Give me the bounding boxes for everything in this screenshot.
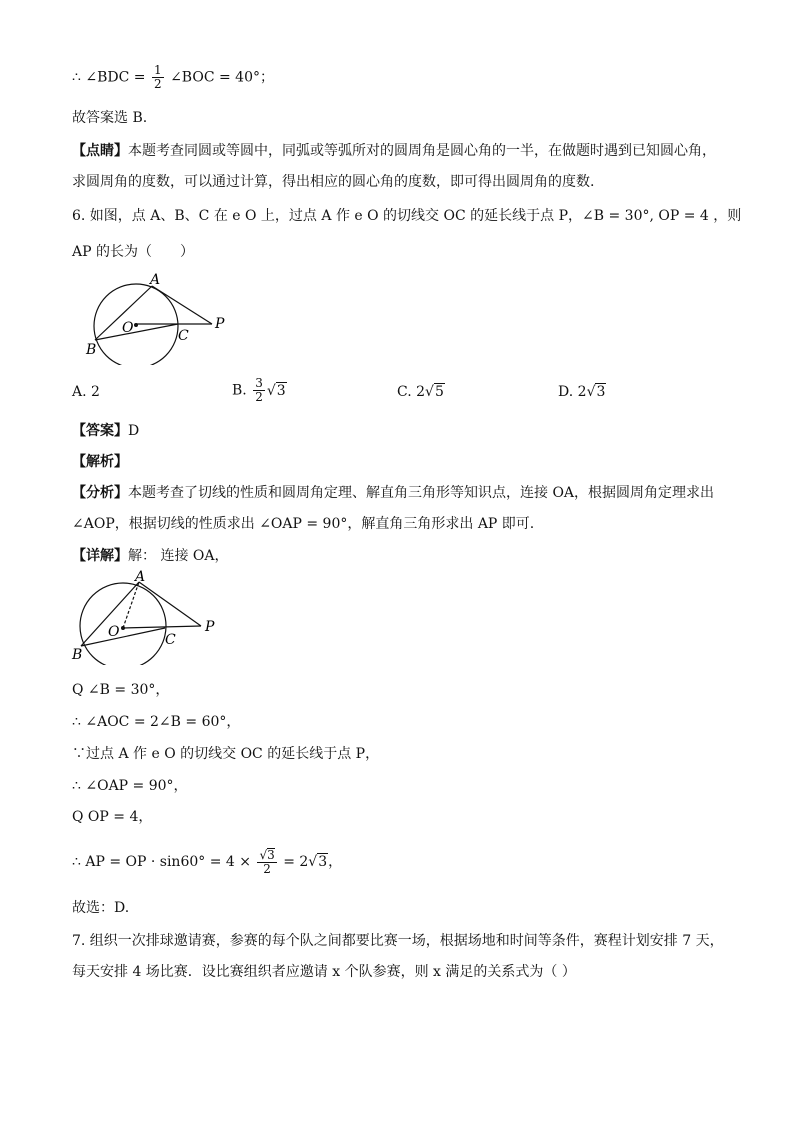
fraction-denominator: 2 xyxy=(263,862,271,876)
choose-line: 故选：D. xyxy=(72,900,130,916)
formula-part: ∴ AP = OP · sin60° = 4 × xyxy=(72,854,251,870)
sqrt-symbol: √3 xyxy=(586,384,606,400)
coefficient: 2 xyxy=(416,384,426,400)
step-5: Q OP = 4， xyxy=(72,809,153,825)
option-b-fraction xyxy=(253,377,265,404)
sqrt-symbol: √3 xyxy=(308,854,328,870)
fraction-denominator: 2 xyxy=(255,390,263,404)
formula-part: ∠BDC = xyxy=(85,69,146,86)
comment-tag: 【点睛】 xyxy=(72,143,128,159)
label-o: O xyxy=(122,320,134,336)
option-d-label: D. xyxy=(558,384,574,400)
final-formula xyxy=(72,848,342,876)
fraction-numerator: 1 xyxy=(153,63,162,77)
answer-line xyxy=(72,421,139,441)
comment-line-2: 求圆周角的度数，可以通过计算，得出相应的圆心角的度数，即可得出圆周角的度数. xyxy=(72,174,595,190)
sqrt-symbol: √3 xyxy=(266,382,286,399)
segment-bc xyxy=(81,628,165,646)
formula-part: = 2 xyxy=(283,854,309,870)
tangent-ap xyxy=(139,582,201,626)
radicand: 3 xyxy=(318,854,328,870)
question-6-line-1: 6. 如图，点 A、B、C 在 e O 上，过点 A 作 e O 的切线交 OC 的延长线于点 P，∠B = 30°, OP = 4 ，则 xyxy=(72,208,742,224)
radicand: 3 xyxy=(596,384,606,400)
detail-tag: 【详解】 xyxy=(72,548,128,564)
comment-line-1 xyxy=(72,141,716,161)
formula-part: ∠BOC = 40°； xyxy=(170,69,274,86)
center-point xyxy=(134,323,138,327)
answer-tag: 【答案】 xyxy=(72,423,128,439)
segment-oa-dashed xyxy=(123,582,139,628)
comment-text: 本题考查同圆或等圆中，同弧或等弧所对的圆周角是圆心角的一半，在做题时遇到已知圆心角， xyxy=(128,143,716,159)
coefficient: 2 xyxy=(577,384,587,400)
question-7-line-2: 每天安排 4 场比赛．设比赛组织者应邀请 x 个队参赛，则 x 满足的关系式为（ ） xyxy=(72,964,576,980)
fraction-sqrt3-over-2 xyxy=(257,848,276,876)
detail-text: 解： 连接 OA， xyxy=(128,548,229,564)
label-o: O xyxy=(108,624,120,640)
option-d xyxy=(558,384,606,400)
label-a: A xyxy=(135,570,146,585)
fenxi-tag: 【分析】 xyxy=(72,485,128,501)
formula-bdc xyxy=(72,64,274,91)
fraction-numerator: 3 xyxy=(255,376,263,390)
analysis-tag: 【解析】 xyxy=(72,454,128,470)
geometry-figure-2 xyxy=(68,570,228,665)
label-p: P xyxy=(215,316,225,332)
center-point xyxy=(121,626,125,630)
label-c: C xyxy=(165,632,176,648)
step-4: ∴ ∠OAP = 90°， xyxy=(72,778,188,794)
radicand: 5 xyxy=(434,384,444,400)
question-6-line-2: AP 的长为（ ） xyxy=(72,244,194,260)
option-b xyxy=(232,377,287,404)
fraction-half xyxy=(152,64,164,91)
option-c-label: C. xyxy=(397,384,412,400)
label-b: B xyxy=(86,342,97,358)
fenxi-text: 本题考查了切线的性质和圆周角定理、解直角三角形等知识点，连接 OA，根据圆周角定理求出 xyxy=(128,485,715,501)
label-c: C xyxy=(178,328,189,344)
geometry-figure-1 xyxy=(80,270,240,365)
radicand: 3 xyxy=(276,382,286,399)
label-a: A xyxy=(150,272,161,288)
detail-line xyxy=(72,546,229,566)
question-7-line-1: 7. 组织一次排球邀请赛，参赛的每个队之间都要比赛一场，根据场地和时间等条件，赛程计划安排 7 天， xyxy=(72,933,724,949)
fenxi-line-1 xyxy=(72,483,714,503)
therefore-sign: ∴ xyxy=(72,69,81,86)
option-c xyxy=(397,384,445,400)
tangent-ap xyxy=(152,286,212,324)
answer-value: D xyxy=(128,423,140,439)
formula-part: ， xyxy=(328,854,343,870)
option-a: A. 2 xyxy=(72,384,100,400)
sqrt-symbol: √5 xyxy=(425,384,444,400)
step-2: ∴ ∠AOC = 2∠B = 60°， xyxy=(72,714,241,730)
step-1: Q ∠B = 30°， xyxy=(72,682,170,698)
answer-line-5: 故答案选 B. xyxy=(72,110,148,126)
radicand: 3 xyxy=(267,848,275,862)
segment-op xyxy=(123,626,201,628)
fraction-numerator: √3 xyxy=(259,848,275,862)
step-3: ∵过点 A 作 e O 的切线交 OC 的延长线于点 P， xyxy=(72,746,380,762)
label-b: B xyxy=(72,647,83,663)
fenxi-line-2: ∠AOP，根据切线的性质求出 ∠OAP = 90°，解直角三角形求出 AP 即可. xyxy=(72,516,535,532)
fraction-denominator: 2 xyxy=(153,77,162,91)
circle-o xyxy=(80,583,166,665)
label-p: P xyxy=(205,619,215,635)
option-b-label: B. xyxy=(232,382,247,399)
